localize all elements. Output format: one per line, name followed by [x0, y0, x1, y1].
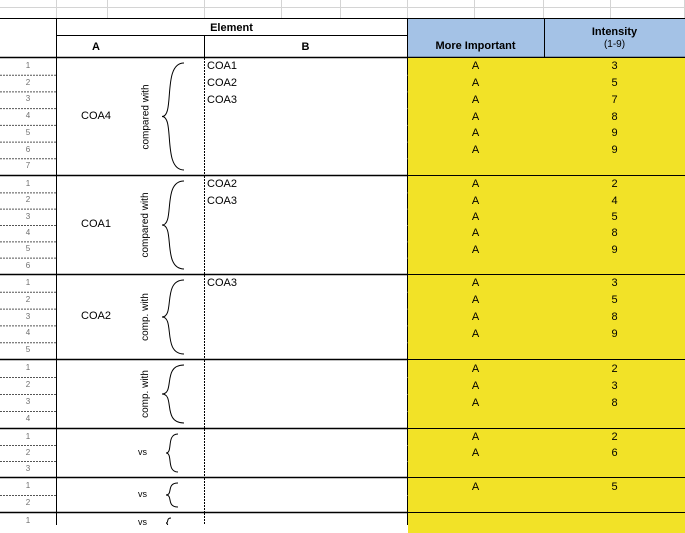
row-number: 6 [25, 144, 31, 154]
more-important-value[interactable]: A [471, 178, 480, 191]
brace-shape [162, 181, 184, 269]
intensity-value[interactable]: 2 [611, 178, 618, 191]
row-number: 4 [25, 328, 31, 338]
compared-item: COA3 [207, 277, 237, 290]
compared-item: COA3 [207, 194, 237, 207]
row-number: 2 [25, 498, 31, 507]
more-important-value[interactable]: A [471, 396, 480, 409]
row-number: 2 [25, 448, 31, 457]
row-number: 1 [25, 179, 31, 188]
more-important-value[interactable]: A [471, 143, 480, 156]
relation-label: compared with [140, 83, 151, 150]
relation-label: comp. with [140, 293, 151, 341]
row-number: 3 [25, 464, 31, 473]
intensity-value[interactable]: 8 [611, 311, 618, 323]
compared-item: COA3 [207, 93, 237, 106]
more-important-value[interactable]: A [471, 127, 480, 140]
row-number: 3 [25, 94, 31, 104]
more-important-value[interactable]: A [471, 362, 480, 375]
more-important-value[interactable]: A [471, 243, 480, 256]
row-number: 1 [25, 363, 31, 372]
intensity-value[interactable]: 9 [611, 127, 618, 140]
row-number: 3 [25, 397, 31, 406]
intensity-range-header: (1-9) [603, 39, 626, 50]
more-important-value[interactable]: A [471, 60, 480, 73]
relation-label: comp. with [140, 370, 151, 418]
intensity-value[interactable]: 8 [611, 396, 618, 409]
intensity-value[interactable]: 4 [611, 194, 618, 207]
row-number: 4 [25, 111, 31, 121]
row-number: 3 [25, 211, 31, 221]
compared-item: COA1 [207, 60, 237, 73]
group-highlight-band[interactable] [408, 513, 685, 533]
brace-shape [166, 434, 178, 472]
more-important-value[interactable]: A [471, 210, 480, 223]
brace-shape [166, 483, 178, 507]
brace-shape [166, 518, 171, 525]
brace-shape [162, 280, 184, 354]
relation-label: compared with [140, 192, 151, 258]
compared-item: COA2 [207, 77, 237, 90]
brace-shape [162, 365, 184, 423]
more-important-value[interactable]: A [471, 110, 480, 123]
more-important-value[interactable]: A [471, 480, 480, 493]
row-number: 5 [25, 127, 31, 137]
column-b-header: B [301, 41, 310, 53]
row-number: 2 [25, 380, 31, 389]
more-important-value[interactable]: A [471, 447, 480, 459]
row-number: 5 [25, 345, 31, 355]
more-important-value[interactable]: A [471, 77, 480, 90]
row-number: 6 [25, 260, 31, 270]
intensity-header-cell[interactable] [544, 18, 685, 58]
row-number: 4 [25, 228, 31, 237]
relation-label: vs [138, 517, 147, 527]
intensity-value[interactable]: 2 [611, 431, 618, 443]
row-number: 1 [25, 61, 31, 70]
intensity-value[interactable]: 7 [611, 93, 618, 106]
more-important-value[interactable]: A [471, 227, 480, 240]
intensity-value[interactable]: 5 [611, 210, 618, 223]
intensity-value[interactable]: 5 [611, 480, 618, 493]
intensity-value[interactable]: 9 [611, 143, 618, 156]
row-number: 2 [25, 294, 31, 304]
more-important-value[interactable]: A [471, 311, 480, 323]
more-important-value[interactable]: A [471, 379, 480, 392]
intensity-value[interactable]: 2 [611, 362, 618, 375]
more-important-value[interactable]: A [471, 93, 480, 106]
more-important-value[interactable]: A [471, 431, 480, 443]
group-label: COA1 [81, 218, 111, 230]
row-number: 4 [25, 414, 31, 423]
row-number: 1 [25, 516, 31, 525]
intensity-header: Intensity [591, 26, 638, 38]
row-number: 1 [25, 481, 31, 490]
intensity-value[interactable]: 8 [611, 110, 618, 123]
more-important-value[interactable]: A [471, 327, 480, 340]
intensity-value[interactable]: 6 [611, 447, 618, 459]
relation-label: vs [138, 447, 147, 457]
row-number: 1 [25, 278, 31, 287]
intensity-value[interactable]: 3 [611, 379, 618, 392]
group-label: COA2 [81, 310, 111, 322]
brace-shape [162, 63, 184, 170]
intensity-value[interactable]: 9 [611, 243, 618, 256]
relation-label: vs [138, 489, 147, 499]
column-a-header: A [92, 41, 100, 53]
group-label: COA4 [81, 109, 111, 122]
more-important-value[interactable]: A [471, 294, 480, 307]
intensity-value[interactable]: 3 [611, 60, 618, 73]
more-important-header: More Important [435, 40, 516, 52]
more-important-header-cell[interactable] [407, 18, 544, 58]
intensity-value[interactable]: 3 [611, 277, 618, 290]
intensity-value[interactable]: 9 [611, 327, 618, 340]
row-number: 5 [25, 244, 31, 254]
more-important-value[interactable]: A [471, 277, 480, 290]
intensity-value[interactable]: 5 [611, 77, 618, 90]
row-number: 2 [25, 77, 31, 87]
row-number: 1 [25, 432, 31, 441]
intensity-value[interactable]: 5 [611, 294, 618, 307]
element-header: Element [210, 22, 253, 34]
row-number: 2 [25, 195, 31, 205]
row-number: 3 [25, 311, 31, 321]
intensity-value[interactable]: 8 [611, 227, 618, 240]
compared-item: COA2 [207, 178, 237, 191]
row-number: 7 [25, 161, 31, 171]
more-important-value[interactable]: A [471, 194, 480, 207]
